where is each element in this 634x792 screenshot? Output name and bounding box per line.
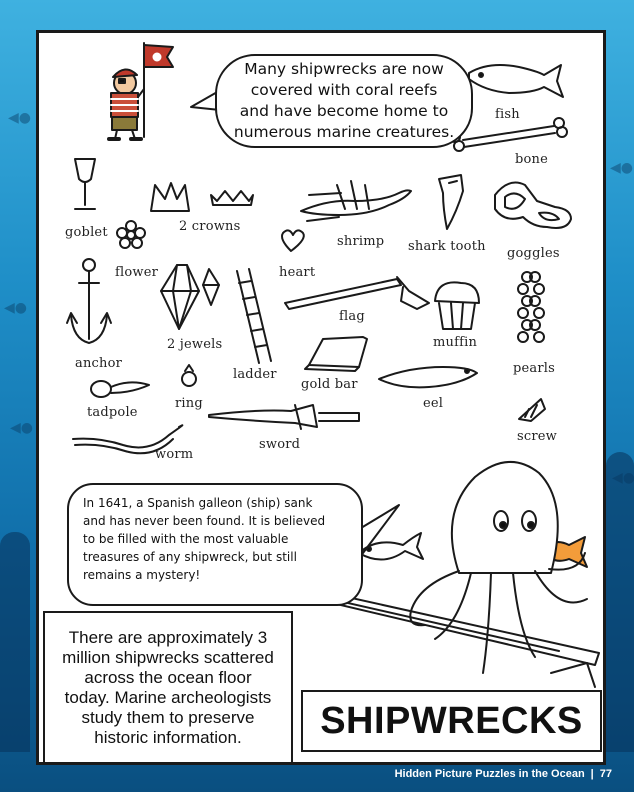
label-ladder: ladder xyxy=(233,367,277,382)
background-fish-icon: ◀● xyxy=(10,420,33,436)
sword-icon xyxy=(209,405,359,429)
speech-line: covered with coral reefs xyxy=(250,81,438,99)
fact-box xyxy=(43,611,293,764)
jewels-icon xyxy=(161,265,219,329)
page-number: 77 xyxy=(599,768,612,780)
speech-line: and have become home to xyxy=(239,102,449,120)
flag-icon xyxy=(285,277,429,309)
label-ring: ring xyxy=(175,396,203,411)
seaweed-shape xyxy=(0,532,30,752)
label-flower: flower xyxy=(115,265,159,280)
ring-icon xyxy=(182,365,196,386)
label-screw: screw xyxy=(517,429,557,444)
fact-line: million shipwrecks scattered xyxy=(62,647,274,667)
crowns-icon xyxy=(151,183,253,211)
label-goggles: goggles xyxy=(507,246,560,261)
goblet-icon xyxy=(75,159,95,209)
speech-line: remains a mystery! xyxy=(83,568,201,582)
speech-line: to be filled with the most valuable xyxy=(83,532,289,546)
heart-icon xyxy=(282,230,304,251)
screw-icon xyxy=(519,399,545,421)
label-crowns: 2 crowns xyxy=(179,219,241,234)
fact-line: historic information. xyxy=(94,727,242,747)
footer-separator: | xyxy=(590,768,594,780)
anchor-icon xyxy=(67,259,111,343)
label-jewels: 2 jewels xyxy=(167,337,223,352)
label-shark-tooth: shark tooth xyxy=(408,239,486,254)
speech-line: numerous marine creatures. xyxy=(233,123,455,141)
label-shrimp: shrimp xyxy=(337,234,385,249)
pearls-icon xyxy=(518,272,544,342)
label-worm: worm xyxy=(155,447,194,462)
page-footer xyxy=(395,768,612,780)
label-heart: heart xyxy=(279,265,316,280)
tadpole-icon xyxy=(91,381,149,397)
label-pearls: pearls xyxy=(513,361,556,376)
fact-line: There are approximately 3 xyxy=(68,627,268,647)
ladder-icon xyxy=(237,269,271,363)
speech-bubble-top xyxy=(215,54,473,148)
label-bone: bone xyxy=(515,152,549,167)
background-fish-icon: ◀● xyxy=(4,300,27,316)
fact-line: across the ocean floor xyxy=(84,667,252,687)
speech-bubble-bottom xyxy=(67,483,363,606)
flower-icon xyxy=(117,221,145,248)
fact-line: study them to preserve xyxy=(81,707,255,727)
fish-icon xyxy=(469,65,563,97)
book-title: Hidden Picture Puzzles in the Ocean xyxy=(394,768,585,780)
label-anchor: anchor xyxy=(75,356,123,371)
label-sword: sword xyxy=(259,437,301,452)
label-goblet: goblet xyxy=(65,225,108,240)
label-eel: eel xyxy=(423,396,444,411)
speech-line: Many shipwrecks are now xyxy=(244,60,444,78)
puzzle-panel xyxy=(36,30,606,765)
muffin-icon xyxy=(435,282,479,329)
gold-bar-icon xyxy=(305,337,367,371)
label-tadpole: tadpole xyxy=(87,405,138,420)
page-title: SHIPWRECKS xyxy=(301,690,602,752)
seaweed-shape xyxy=(606,452,634,752)
goggles-icon xyxy=(495,183,571,228)
label-flag: flag xyxy=(339,309,365,324)
label-gold-bar: gold bar xyxy=(301,377,358,392)
speech-line: In 1641, a Spanish galleon (ship) sank xyxy=(83,496,313,510)
shark-tooth-icon xyxy=(439,175,463,229)
speech-line: treasures of any shipwreck, but still xyxy=(83,550,297,564)
fact-line: today. Marine archeologists xyxy=(64,687,272,707)
background-fish-icon: ◀● xyxy=(8,110,31,126)
label-muffin: muffin xyxy=(433,335,478,350)
label-fish: fish xyxy=(495,107,520,122)
pirate-icon xyxy=(109,43,173,139)
speech-line: and has never been found. It is believed xyxy=(83,514,326,528)
background-fish-icon: ◀● xyxy=(610,160,633,176)
eel-icon xyxy=(379,367,477,387)
shrimp-icon xyxy=(301,181,411,221)
